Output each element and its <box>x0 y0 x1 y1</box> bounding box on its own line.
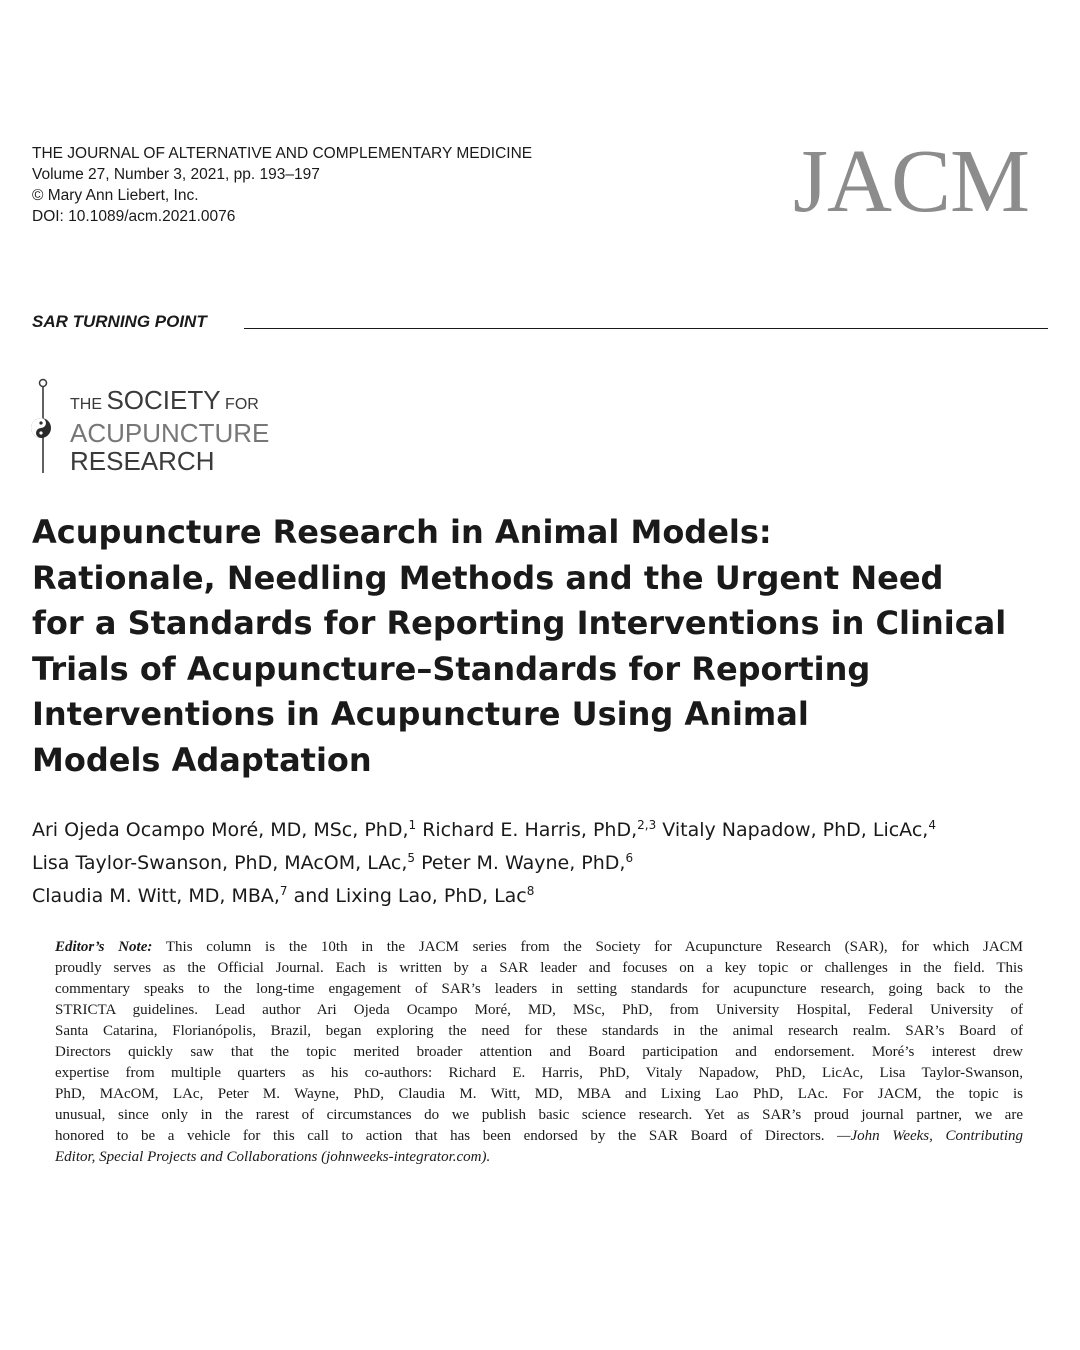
author-affiliation: 6 <box>625 851 634 865</box>
author-affiliation: 5 <box>407 851 416 865</box>
copyright-line: © Mary Ann Liebert, Inc. <box>32 187 199 204</box>
editor-note-text: honored to be a vehicle for this call to action that has been endorsed by the SAR Board of Directors. <box>55 1128 825 1144</box>
society-logo <box>30 376 330 476</box>
article-title <box>32 510 1052 783</box>
journal-name: THE JOURNAL OF ALTERNATIVE AND COMPLEMENTARY MEDICINE <box>32 145 533 162</box>
author-list <box>32 814 1062 913</box>
author-name: Richard E. Harris, PhD, <box>422 819 638 841</box>
volume-line: Volume 27, Number 3, 2021, pp. 193–197 <box>32 166 320 183</box>
author-affiliation: 8 <box>526 884 535 898</box>
editor-note-text: STRICTA guidelines. Lead author Ari Ojeda Ocampo Moré, MD, MSc, PhD, from University Hospital, Federal University of <box>55 1002 1023 1018</box>
editor-signature[interactable]: Editor, Special Projects and Collaborations (johnweeks-integrator.com). <box>55 1149 491 1165</box>
editor-note-text: expertise from multiple quarters as his co-authors: Richard E. Harris, PhD, Vitaly Napadow, PhD, LicAc, Lisa Taylor-Swanson, <box>55 1065 1023 1081</box>
editor-note-text: Santa Catarina, Florianópolis, Brazil, began exploring the need for these standards in the animal research realm. SAR’s Board of <box>55 1023 1023 1039</box>
journal-header-info <box>32 143 532 227</box>
society-acupuncture: ACUPUNCTURE <box>70 418 270 448</box>
acupuncture-needle-icon <box>30 376 56 476</box>
section-label: SAR TURNING POINT <box>32 312 207 331</box>
society-the: THE <box>70 396 102 413</box>
author-affiliation: 7 <box>279 884 288 898</box>
author-affiliation: 4 <box>928 818 936 832</box>
author-conjunction: and <box>293 885 330 907</box>
society-name <box>70 386 269 475</box>
editor-note-text: Directors quickly saw that the topic merited broader attention and Board participation and endorsement. Moré’s interest drew <box>55 1044 1023 1060</box>
author-affiliation: 2,3 <box>637 818 657 832</box>
author-name: Ari Ojeda Ocampo Moré, MD, MSc, PhD, <box>32 819 409 841</box>
editor-note-text: PhD, MAcOM, LAc, Peter M. Wayne, PhD, Claudia M. Witt, MD, MBA and Lixing Lao PhD, LAc. For JACM, the topic is <box>55 1086 1023 1102</box>
author-name: Peter M. Wayne, PhD, <box>421 852 626 874</box>
author-name: Claudia M. Witt, MD, MBA, <box>32 885 280 907</box>
section-header <box>32 311 1048 335</box>
editor-note-text: commentary speaks to the long-time engagement of SAR’s leaders in setting standards for acupuncture research, going back to the <box>55 981 1023 997</box>
author-affiliation: 1 <box>408 818 417 832</box>
title-line: Rationale, Needling Methods and the Urgent Need <box>32 558 944 597</box>
editor-note <box>55 937 1023 1168</box>
author-name: Lixing Lao, PhD, Lac <box>335 885 527 907</box>
editor-signature: —John Weeks, Contributing <box>837 1128 1023 1144</box>
editor-note-text: This column is the 10th in the JACM series from the Society for Acupuncture Research (SAR), for which JACM <box>165 939 1023 955</box>
author-name: Vitaly Napadow, PhD, LicAc, <box>662 819 929 841</box>
title-line: Trials of Acupuncture–Standards for Reporting <box>32 649 871 688</box>
title-line: for a Standards for Reporting Interventions in Clinical <box>32 604 1007 642</box>
society-for: FOR <box>225 396 259 413</box>
title-line: Interventions in Acupuncture Using Animal <box>32 695 809 733</box>
title-line: Acupuncture Research in Animal Models: <box>32 513 772 551</box>
doi-line[interactable]: DOI: 10.1089/acm.2021.0076 <box>32 208 236 225</box>
editor-note-text: proudly serves as the Official Journal. Each is written by a SAR leader and focuses on a key topic or challenges in the field. This <box>55 960 1023 976</box>
jacm-logo: JACM <box>793 132 1030 231</box>
society-research: RESEARCH <box>70 446 215 476</box>
title-line: Models Adaptation <box>32 740 372 779</box>
section-divider <box>244 328 1048 329</box>
editor-note-label: Editor’s Note: <box>55 939 153 955</box>
society-society: SOCIETY <box>106 385 221 415</box>
author-name: Lisa Taylor-Swanson, PhD, MAcOM, LAc, <box>32 852 408 874</box>
editor-note-text: unusual, since only in the rarest of circumstances do we publish basic science research. Yet as SAR’s proud journal partner, we are <box>55 1107 1023 1123</box>
